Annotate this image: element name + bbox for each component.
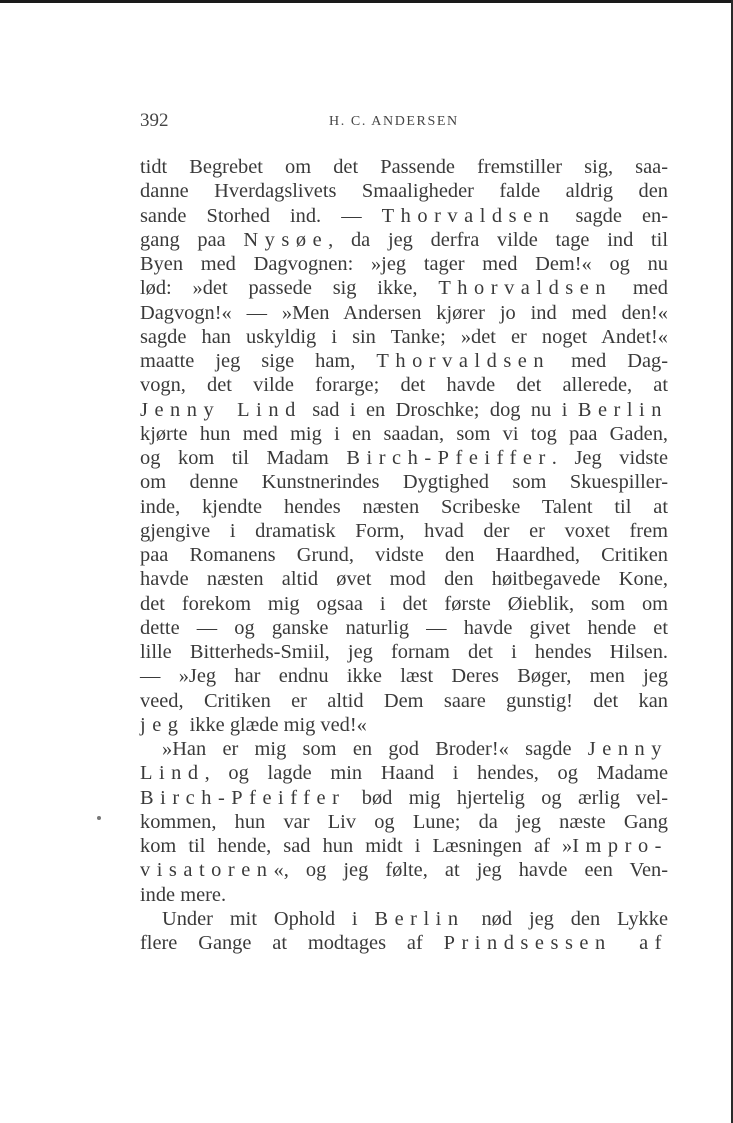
text-run: det forekom mig ogsaa i det første Øieblik, som om [140,592,668,615]
running-head: H. C. ANDERSEN [329,114,459,129]
text-line [140,883,668,907]
text-run: lille Bitterheds-Smiil, jeg fornam det i hendes Hilsen. [140,641,668,663]
text-run: havde næsten altid øvet mod den høitbegavede Kone, [140,568,668,591]
text-line [140,761,668,785]
page-number: 392 [140,110,169,131]
text-line [140,349,668,373]
text-line [140,810,668,834]
spaced-name: Berlin [577,398,668,421]
text-run: gjengive i dramatisk Form, hvad der er voxet frem [140,519,668,542]
text-line [140,398,668,422]
text-line [140,713,668,737]
text-run: sande Storhed ind. — [140,204,382,227]
text-line [140,640,668,664]
text-run: sad i en Droschke; dog nu i [312,398,578,421]
text-line [140,325,668,349]
spaced-name: Impro- [572,835,668,857]
spaced-name: Lind [140,762,205,785]
text-run: maatte jeg sige ham, [140,350,377,372]
text-run: gang paa [140,228,244,251]
spaced-name: Jenny [587,738,668,760]
spaced-name: Thorvaldsen [381,204,556,227]
text-run: vogn, det vilde forarge; det havde det allerede, at [140,374,668,397]
text-line [140,834,668,858]
text-line [140,252,668,276]
text-run: Byen med Dagvognen: »jeg tager med Dem!« og nu [140,253,668,275]
text-run: med [632,277,668,300]
text-run: tidt Begrebet om det Passende fremstiller sig, saa- [140,156,668,178]
spaced-name: Jenny Lind [140,398,302,421]
text-run: om denne Kunstnerindes Dygtighed som Skuespiller- [140,471,668,494]
text-run: paa Romanens Grund, vidste den Haardhed, Critiken [140,544,668,566]
text-run: kom til hende, sad hun midt i Læsningen af » [140,835,573,857]
spaced-name: Birch-Pfeiffer [140,786,346,809]
text-run: og kom til Madam [140,447,347,469]
text-line [140,931,668,955]
text-line [140,592,668,616]
text-run: sagde han uskyldig i sin Tanke; »det er noget Andet!« [140,325,668,348]
text-run: ikke glæde mig ved!« [189,713,367,736]
text-run: kjørte hun med mig i en saadan, som vi tog paa Gaden, [140,422,668,445]
text-run: danne Hverdagslivets Smaaligheder falde aldrig den [140,180,668,203]
text-run: . Jeg vidste [551,447,668,469]
text-line [140,204,668,228]
text-run: «, og jeg følte, at jeg havde een Ven- [273,859,668,882]
text-line [140,567,668,591]
text-run: bød mig hjertelig og ærlig vel- [361,786,668,809]
spaced-name: Nysøe [243,228,329,251]
spaced-name: Berlin [374,907,465,930]
text-run: nød jeg den Lykke [481,907,668,930]
spaced-name: Thorvaldsen [376,350,551,372]
page-top-edge [0,0,733,3]
text-run: Dagvogn!« — »Men Andersen kjører jo ind med den!« [140,301,668,324]
text-run: flere Gange at modtages af [140,932,444,954]
text-run: sagde en- [575,204,669,227]
text-line [140,179,668,203]
spaced-name: Thorvaldsen [438,277,613,300]
text-run: veed, Critiken er altid Dem saare gunstig! det kan [140,689,668,712]
spaced-name: visatoren [140,859,274,882]
text-run: kommen, hun var Liv og Lune; da jeg næste Gang [140,810,668,833]
text-line [140,446,668,470]
text-line [140,276,668,300]
text-run: , da jeg derfra vilde tage ind til [328,228,668,251]
text-run: dette — og ganske naturlig — havde givet hende et [140,616,668,639]
text-run: — »Jeg har endnu ikke læst Deres Bøger, men jeg [140,665,668,688]
text-run: med Dag- [571,350,668,372]
text-run: lød: »det passede sig ikke, [140,277,439,300]
text-line [140,689,668,713]
text-line [140,495,668,519]
text-line [140,616,668,640]
text-run: inde, kjendte hendes næsten Scribeske Talent til at [140,495,668,518]
text-line [140,373,668,397]
text-line [140,858,668,882]
text-line [140,737,668,761]
text-line [140,228,668,252]
text-line [140,786,668,810]
spaced-name: jeg [140,713,185,736]
text-line [140,907,668,931]
margin-mark [97,816,101,820]
body-text [140,155,668,955]
spaced-name: Birch-Pfeiffer [346,447,552,469]
text-line [140,422,668,446]
text-line [140,664,668,688]
text-line [140,155,668,179]
text-run: Under mit Ophold i [162,907,375,930]
text-line [140,543,668,567]
text-run: inde mere. [140,883,227,906]
text-line [140,301,668,325]
text-line [140,470,668,494]
text-run: »Han er mig som en god Broder!« sagde [162,738,588,760]
text-line [140,519,668,543]
spaced-name: Prindsessen af [443,932,668,954]
text-run: , og lagde min Haand i hendes, og Madame [204,762,668,785]
